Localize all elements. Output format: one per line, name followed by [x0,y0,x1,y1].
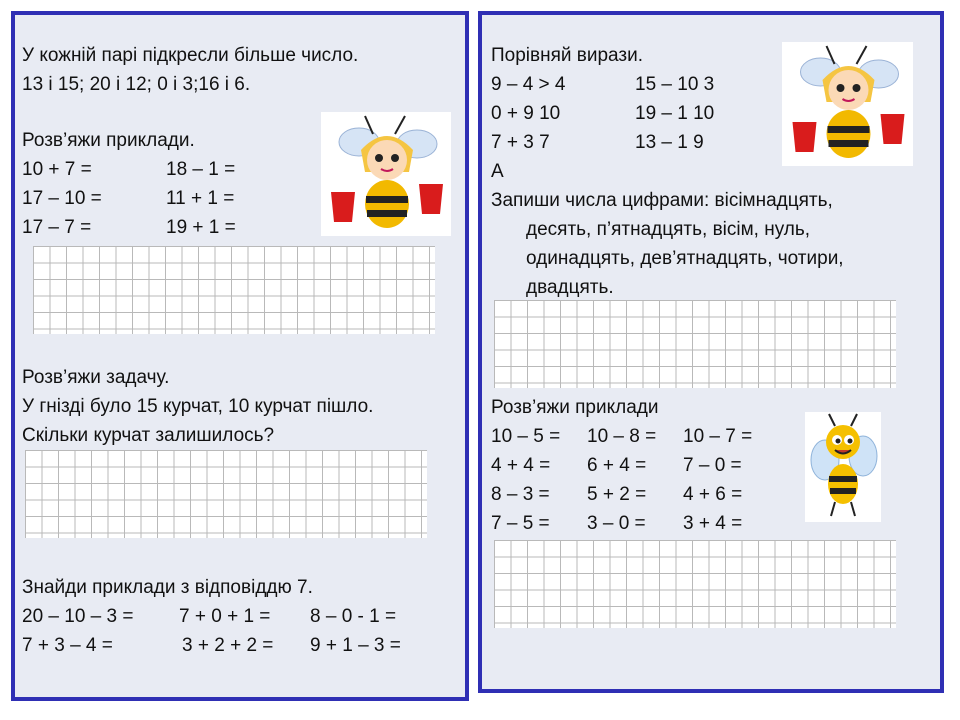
answer-grid[interactable] [494,300,896,388]
example-item: 7 – 0 = [683,455,742,476]
answer-grid[interactable] [33,246,435,334]
example-item: 3 – 0 = [587,513,646,534]
example-item: 10 – 5 = [491,426,561,447]
example-item: 7 + 3 – 4 = [22,635,113,656]
task-write-digits-line: двадцять. [526,277,614,298]
task-write-digits-line: одинадцять, дев’ятнадцять, чотири, [526,248,844,269]
example-item: 19 + 1 = [166,217,236,238]
example-item: 10 – 7 = [683,426,753,447]
bee-with-buckets-image [782,42,913,166]
happy-bee-image [805,412,881,522]
compare-item: 0 + 9 10 [491,103,561,124]
task-write-digits-line: Запиши числа цифрами: вісімнадцять, [491,190,833,211]
answer-grid[interactable] [494,540,896,628]
example-item: 5 + 2 = [587,484,647,505]
answer-grid[interactable] [25,450,427,538]
compare-item: 7 + 3 7 [491,132,550,153]
example-item: 9 + 1 – 3 = [310,635,401,656]
compare-item: 9 – 4 > 4 [491,74,566,95]
example-item: 4 + 6 = [683,484,743,505]
example-item: 17 – 10 = [22,188,102,209]
example-item: 20 – 10 – 3 = [22,606,134,627]
example-item: 10 – 8 = [587,426,657,447]
example-item: 8 – 3 = [491,484,550,505]
task-examples-title: Розв’яжи приклади [491,397,659,418]
task-write-digits-line: десять, п’ятнадцять, вісім, нуль, [526,219,811,240]
example-item: 11 + 1 = [166,188,235,209]
example-item: 18 – 1 = [166,159,236,180]
problem-text-line: Скільки курчат залишилось? [22,425,275,446]
problem-text-line: У гнізді було 15 курчат, 10 курчат пішло. [22,396,374,417]
example-item: 17 – 7 = [22,217,92,238]
compare-extra-letter: А [491,161,504,182]
compare-item: 19 – 1 10 [635,103,715,124]
example-item: 3 + 4 = [683,513,743,534]
bee-with-buckets-image [321,112,451,236]
example-item: 8 – 0 - 1 = [310,606,397,627]
example-item: 6 + 4 = [587,455,647,476]
example-item: 4 + 4 = [491,455,551,476]
example-item: 7 – 5 = [491,513,550,534]
compare-item: 13 – 1 9 [635,132,704,153]
example-item: 10 + 7 = [22,159,92,180]
task-examples-title: Розв’яжи приклади. [22,130,195,151]
compare-item: 15 – 10 3 [635,74,715,95]
task-underline-title: У кожній парі підкресли більше число. [22,45,359,66]
task-answer-seven-title: Знайди приклади з відповіддю 7. [22,577,313,598]
task-problem-title: Розв’яжи задачу. [22,367,170,388]
task-compare-title: Порівняй вирази. [491,45,644,66]
example-item: 3 + 2 + 2 = [182,635,274,656]
example-item: 7 + 0 + 1 = [179,606,271,627]
task-underline-pairs: 13 і 15; 20 і 12; 0 і 3;16 і 6. [22,74,251,95]
